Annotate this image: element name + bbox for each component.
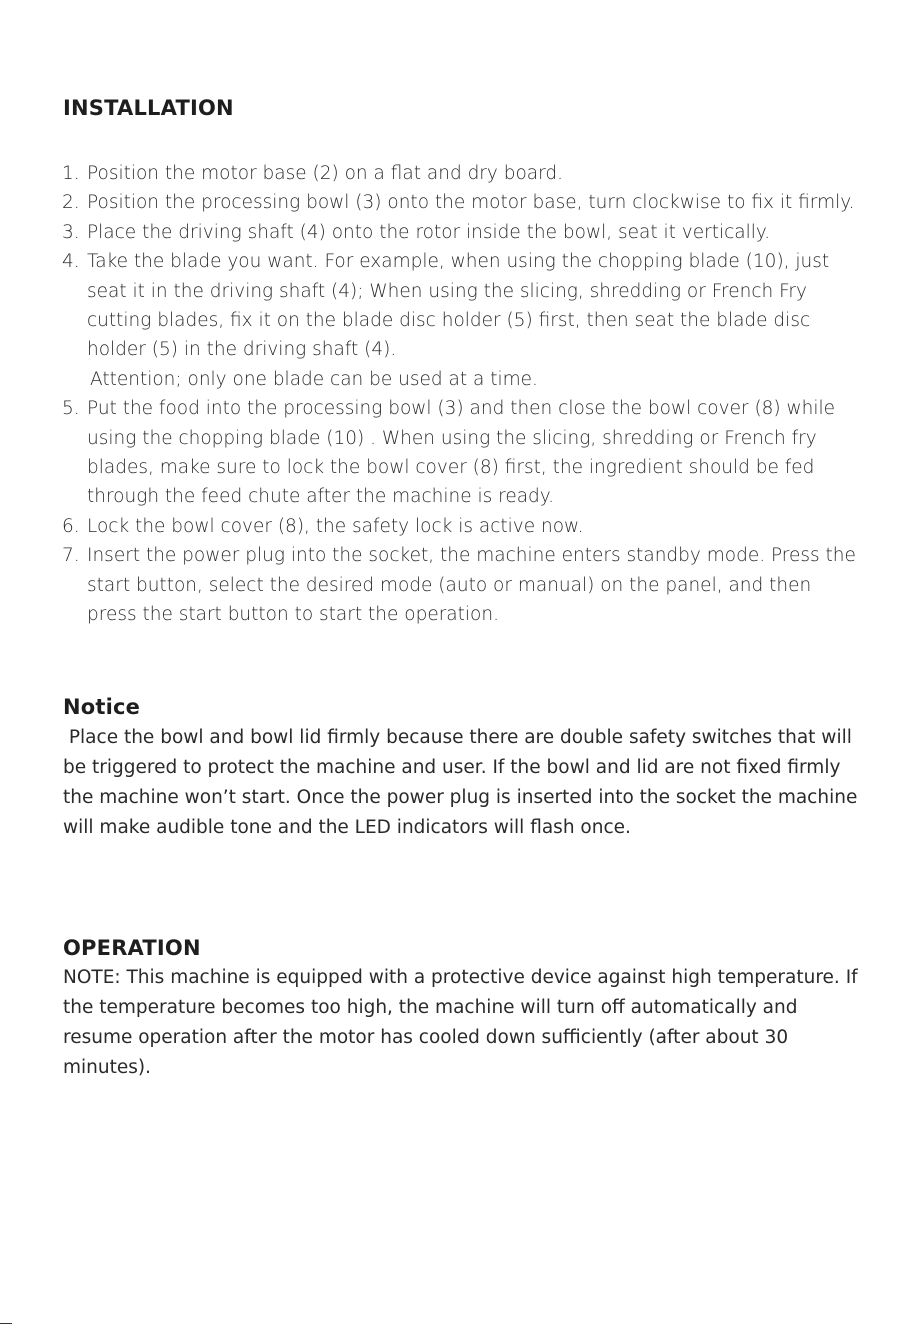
step-number: 5. xyxy=(62,398,80,420)
step-number: 7. xyxy=(62,545,80,567)
step-text: Lock the bowl cover (8), the safety lock is active now. xyxy=(87,515,584,537)
installation-steps-list xyxy=(62,159,862,630)
installation-step-6 xyxy=(62,512,862,541)
step-text: Place the driving shaft (4) onto the rotor inside the bowl, seat it vertically. xyxy=(87,221,771,243)
step-number: 4. xyxy=(62,251,80,273)
notice-heading: Notice xyxy=(63,695,141,719)
installation-heading: INSTALLATION xyxy=(63,96,234,120)
installation-step-4 xyxy=(62,247,862,394)
step-number: 6. xyxy=(62,515,80,537)
operation-paragraph: NOTE: This machine is equipped with a protective device against high temperature. If the temperature becomes too high, the machine will turn off automatically and resume operation after the motor has cooled down sufficiently (after about 30 minutes). xyxy=(63,967,858,1078)
step-text: Take the blade you want. For example, when using the chopping blade (10), just seat it in the driving shaft (4); When using the slicing, shredding or French Fry cutting blades, fix it on the blade disc holder (5) first, then seat the blade disc holder (5) in the driving shaft (4). xyxy=(87,251,830,361)
notice-paragraph: Place the bowl and bowl lid firmly because there are double safety switches that will be triggered to protect the machine and user. If the bowl and lid are not fixed firmly the machine won’t start. Once the power plug is inserted into the socket the machine will make audible tone and the LED indicators will flash once. xyxy=(63,727,864,838)
step-number: 1. xyxy=(62,163,80,184)
installation-step-7 xyxy=(62,541,862,629)
step-attention-note: Attention; only one blade can be used at a time. xyxy=(90,368,538,390)
operation-heading: OPERATION xyxy=(63,936,201,960)
step-text: Put the food into the processing bowl (3) and then close the bowl cover (8) while using the chopping blade (10) . When using the slicing, shredding or French fry blades, make sure to lock the bowl cover (8) first, the ingredient should be fed through the feed chute after the machine is ready. xyxy=(87,398,836,508)
step-number: 2. xyxy=(62,192,80,214)
step-text: Position the processing bowl (3) onto the motor base, turn clockwise to fix it firmly. xyxy=(87,192,855,214)
step-text: Insert the power plug into the socket, the machine enters standby mode. Press the start button, select the desired mode (auto or manual) on the panel, and then press the start button to start the operation. xyxy=(87,545,856,626)
step-text: Position the motor base (2) on a flat and dry board. xyxy=(87,163,564,184)
installation-step-3 xyxy=(62,218,862,247)
installation-step-1 xyxy=(62,159,862,188)
step-number: 3. xyxy=(62,221,80,243)
installation-step-2 xyxy=(62,188,862,217)
installation-step-5 xyxy=(62,394,862,512)
